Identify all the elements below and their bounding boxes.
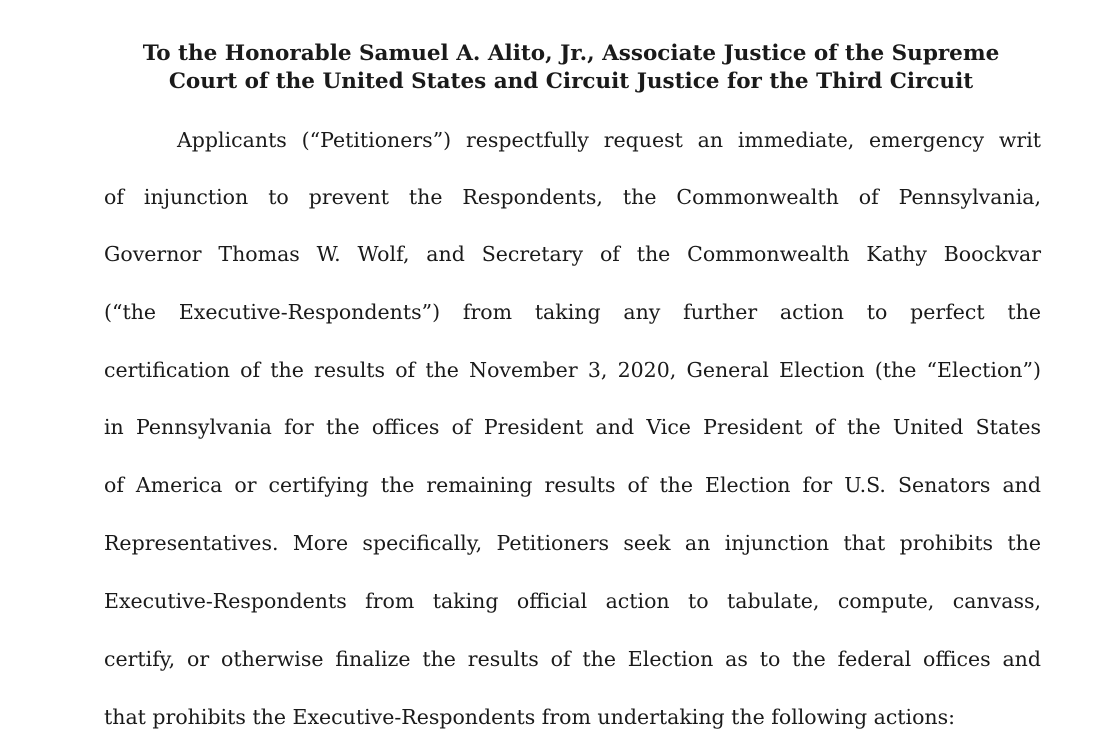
paragraph-line: Executive-Respondents from taking official action to tabulate, compute, canvass, <box>104 589 1041 613</box>
paragraph-line: (“the Executive-Respondents”) from taking any further action to perfect the <box>104 300 1041 324</box>
paragraph-line: Governor Thomas W. Wolf, and Secretary of the Commonwealth Kathy Boockvar <box>104 242 1041 266</box>
paragraph-line: Representatives. More specifically, Petitioners seek an injunction that prohibits the <box>104 531 1041 555</box>
paragraph-line: of injunction to prevent the Respondents, the Commonwealth of Pennsylvania, <box>104 185 1041 209</box>
paragraph-line: certification of the results of the November 3, 2020, General Election (the “Election”) <box>104 358 1041 382</box>
paragraph-line: Applicants (“Petitioners”) respectfully request an immediate, emergency writ <box>177 128 1041 152</box>
paragraph-line: in Pennsylvania for the offices of President and Vice President of the United States <box>104 415 1041 439</box>
paragraph-line: that prohibits the Executive-Respondents from undertaking the following actions: <box>104 705 956 729</box>
paragraph-line: of America or certifying the remaining results of the Election for U.S. Senators and <box>104 473 1041 497</box>
paragraph-line: certify, or otherwise finalize the results of the Election as to the federal offices and <box>104 647 1041 671</box>
document-heading-line-1: To the Honorable Samuel A. Alito, Jr., Associate Justice of the Supreme <box>142 41 1000 66</box>
document-heading-line-2: Court of the United States and Circuit Justice for the Third Circuit <box>168 69 974 94</box>
